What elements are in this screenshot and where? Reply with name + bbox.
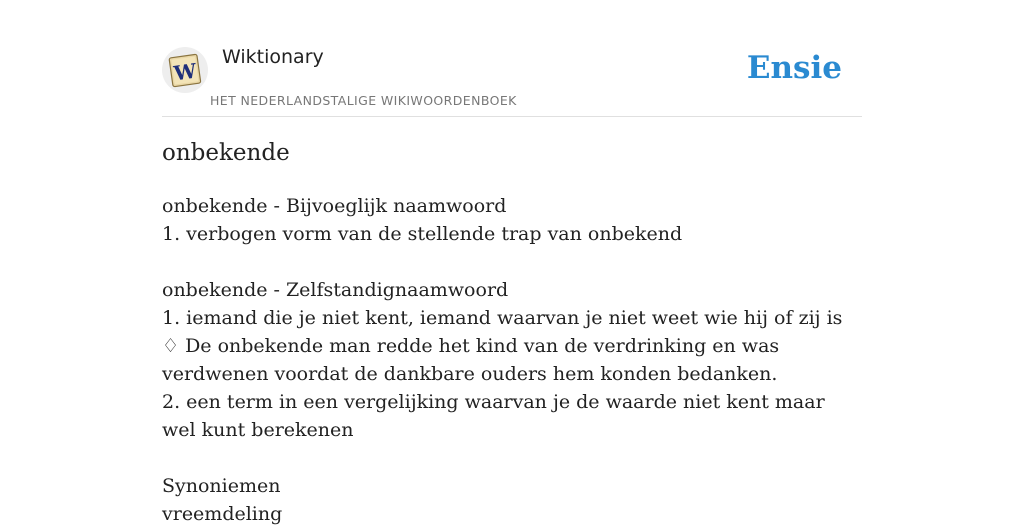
- ensie-brand-link[interactable]: Ensie: [746, 50, 842, 86]
- svg-text:W: W: [172, 58, 198, 86]
- site-tagline: HET NEDERLANDSTALIGE WIKIWOORDENBOEK: [210, 93, 517, 108]
- page-title: onbekende: [162, 140, 290, 166]
- section-gap: [162, 444, 862, 472]
- section-gap: [162, 248, 862, 276]
- article-content: [162, 192, 862, 528]
- section-heading: onbekende - Zelfstandignaamwoord: [162, 279, 509, 301]
- section-heading: Synoniemen: [162, 475, 281, 497]
- wiktionary-logo-icon[interactable]: [162, 47, 208, 93]
- definition-line: 1. verbogen vorm van de stellende trap van onbekend: [162, 223, 683, 245]
- site-name[interactable]: Wiktionary: [222, 46, 324, 68]
- section-heading: onbekende - Bijvoeglijk naamwoord: [162, 195, 507, 217]
- page-container: [162, 0, 862, 525]
- definition-line: 1. iemand die je niet kent, iemand waarvan je niet weet wie hij of zij is: [162, 307, 843, 329]
- example-line: ♢ De onbekende man redde het kind van de verdrinking en was verdwenen voordat de dankbare ouders hem konden bedanken.: [162, 335, 780, 385]
- site-header: [162, 0, 862, 117]
- definition-line: 2. een term in een vergelijking waarvan je de waarde niet kent maar wel kunt berekenen: [162, 391, 825, 441]
- synonym-item: vreemdeling: [162, 503, 283, 525]
